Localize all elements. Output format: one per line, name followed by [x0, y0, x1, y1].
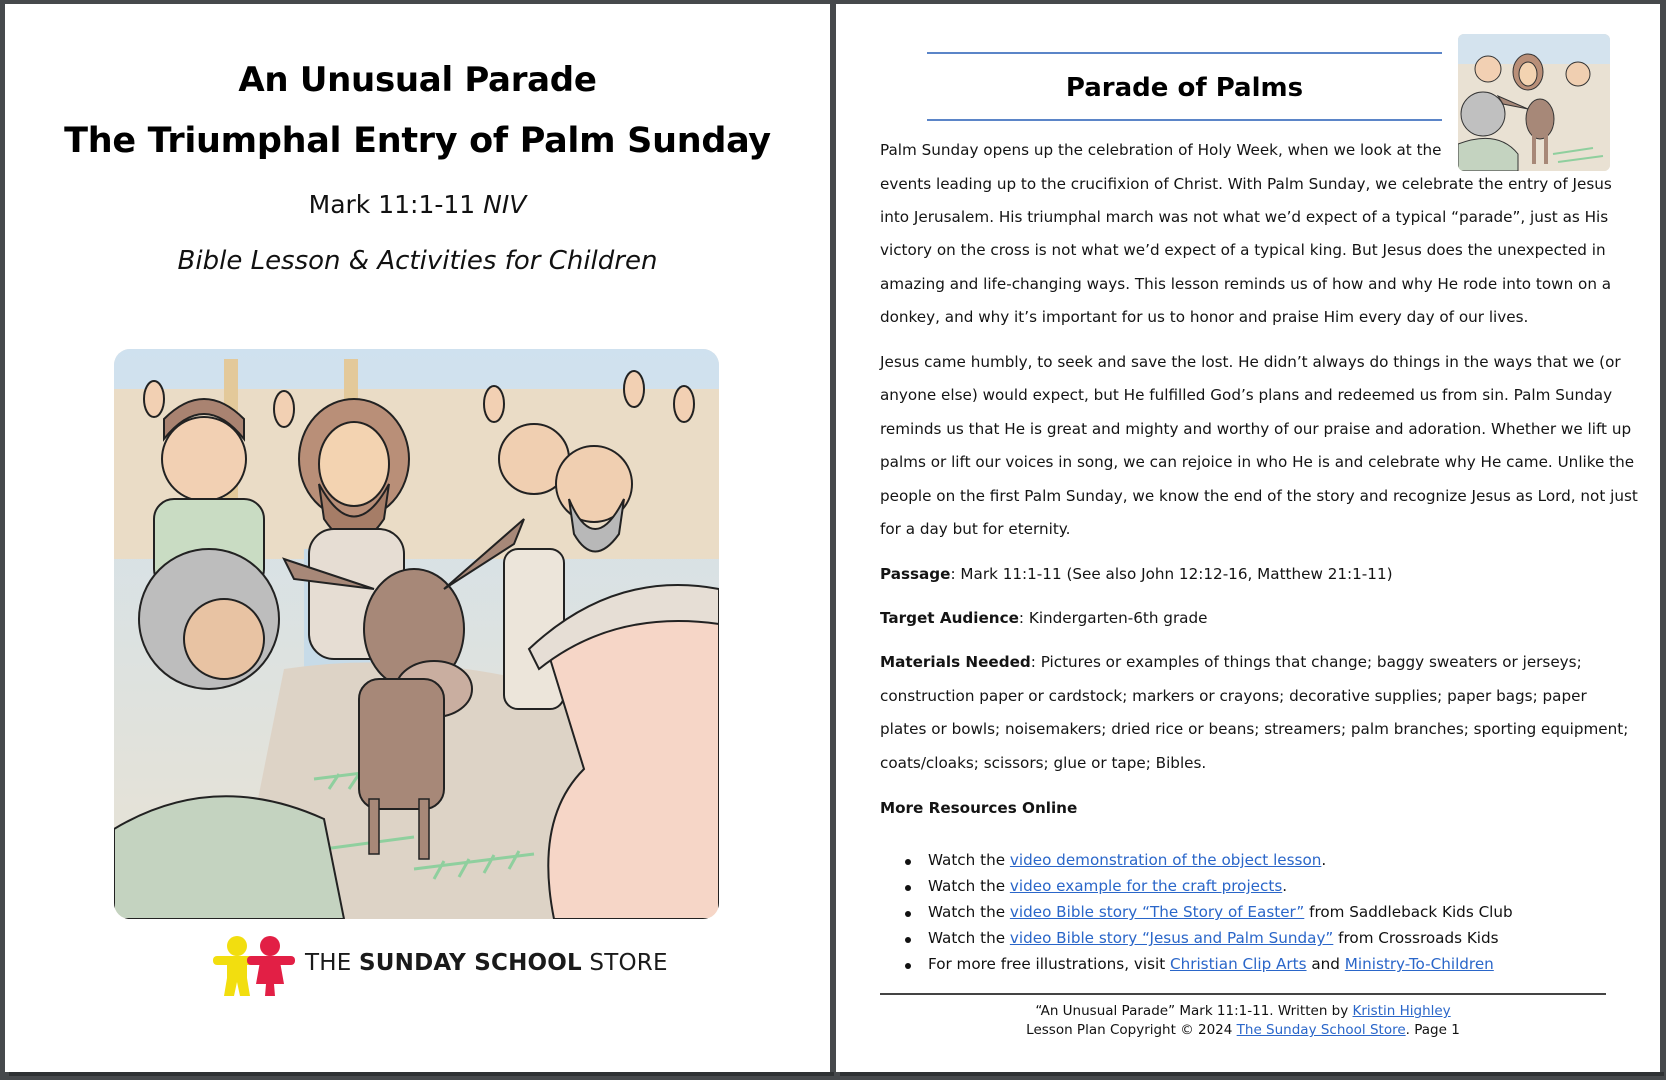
audience-value: : Kindergarten-6th grade	[1018, 609, 1208, 627]
item-text: .	[1282, 877, 1288, 895]
materials-line	[880, 653, 1582, 671]
lesson-heading: Parade of Palms	[1065, 73, 1304, 103]
footer-text: Lesson Plan Copyright © 2024	[1026, 1022, 1237, 1038]
bullet-icon	[905, 911, 911, 917]
passage-line	[880, 565, 1393, 583]
materials-value: : Pictures or examples of things that change; baggy sweaters or jerseys;	[1030, 653, 1582, 671]
cover-page	[5, 4, 830, 1072]
logo-text-prefix: THE	[305, 950, 359, 976]
intro-line: victory on the cross is not what we’d expect of a typical king. But Jesus does the unexpected in	[880, 241, 1606, 259]
paragraph-line: palms or lift our voices in song, we can rejoice in who He is and celebrate why He came. Unlike the	[880, 453, 1635, 471]
bullet-icon	[905, 937, 911, 943]
footer-credit	[880, 1003, 1606, 1019]
page-number: . Page 1	[1405, 1022, 1460, 1038]
ministry-to-children-link[interactable]: Ministry-To-Children	[1344, 955, 1494, 973]
audience-line	[880, 609, 1207, 627]
page1-shadow	[9, 1072, 834, 1076]
list-item	[880, 903, 1620, 929]
item-text: from Saddleback Kids Club	[1304, 903, 1513, 921]
heading-top-rule	[927, 52, 1442, 54]
lesson-page	[836, 4, 1660, 1072]
reference-text: Mark 11:1-11	[308, 190, 476, 219]
list-item	[880, 851, 1620, 877]
story-of-easter-video-link[interactable]: video Bible story “The Story of Easter”	[1009, 903, 1305, 921]
list-item	[880, 929, 1620, 955]
logo-text-suffix: STORE	[581, 950, 668, 976]
cover-title-line1: An Unusual Parade	[238, 60, 597, 100]
footer-rule	[880, 993, 1606, 995]
item-text: .	[1321, 851, 1327, 869]
sunday-school-store-logo	[210, 934, 668, 998]
lesson-thumbnail-illustration	[1458, 34, 1610, 171]
paragraph-line: anyone else) would expect, but He fulfilled God’s plans and redeemed us from sin. Palm Sunday	[880, 386, 1613, 404]
scripture-reference	[5, 190, 830, 219]
resources-list	[880, 851, 1620, 981]
page2-shadow	[840, 1072, 1664, 1076]
bullet-icon	[905, 859, 911, 865]
resources-heading: More Resources Online	[880, 799, 1078, 817]
item-text: and	[1306, 955, 1345, 973]
author-link[interactable]: Kristin Highley	[1352, 1003, 1451, 1019]
item-text: Watch the	[928, 903, 1010, 921]
footer-text: “An Unusual Parade” Mark 11:1-11. Written by	[1035, 1003, 1353, 1019]
intro-line: into Jerusalem. His triumphal march was not what we’d expect of a typical “parade”, just as His	[880, 208, 1609, 226]
craft-video-link[interactable]: video example for the craft projects	[1009, 877, 1283, 895]
item-text: Watch the	[928, 877, 1010, 895]
passage-value: : Mark 11:1-11 (See also John 12:12-16, Matthew 21:1-11)	[950, 565, 1393, 583]
palm-sunday-illustration	[114, 349, 719, 919]
list-item	[880, 877, 1620, 903]
materials-line: coats/cloaks; scissors; glue or tape; Bibles.	[880, 754, 1207, 772]
item-text: Watch the	[928, 929, 1010, 947]
materials-label: Materials Needed	[880, 653, 1031, 671]
intro-line: donkey, and why it’s important for us to honor and praise Him every day of our lives.	[880, 308, 1529, 326]
item-text: Watch the	[928, 851, 1010, 869]
cover-title-line2: The Triumphal Entry of Palm Sunday	[64, 121, 771, 161]
materials-line: construction paper or cardstock; markers or crayons; decorative supplies; paper bags; paper	[880, 687, 1587, 705]
paragraph-line: people on the first Palm Sunday, we know the end of the story and recognize Jesus as Lord, not just	[880, 487, 1638, 505]
intro-line: amazing and life-changing ways. This lesson reminds us of how and why He rode into town on a	[880, 275, 1612, 293]
list-item	[880, 955, 1620, 981]
logo-text-bold: SUNDAY SCHOOL	[359, 950, 582, 976]
thumbnail-image	[1458, 34, 1610, 171]
heading-bottom-rule	[927, 119, 1442, 121]
item-text: from Crossroads Kids	[1333, 929, 1499, 947]
intro-line: events leading up to the crucifixion of Christ. With Palm Sunday, we celebrate the entry of Jesus	[880, 175, 1612, 193]
bullet-icon	[905, 885, 911, 891]
logo-text	[305, 950, 668, 976]
audience-label: Target Audience	[880, 609, 1019, 627]
item-text: For more free illustrations, visit	[928, 955, 1170, 973]
christian-clip-arts-link[interactable]: Christian Clip Arts	[1169, 955, 1307, 973]
paragraph-line: Jesus came humbly, to seek and save the lost. He didn’t always do things in the ways that we (or	[880, 353, 1621, 371]
illustration-image	[114, 349, 719, 919]
logo-figures-icon	[210, 934, 300, 998]
passage-label: Passage	[880, 565, 951, 583]
paragraph-line: for a day but for eternity.	[880, 520, 1071, 538]
intro-line: Palm Sunday opens up the celebration of Holy Week, when we look at the	[880, 141, 1442, 159]
translation-text: NIV	[483, 190, 527, 219]
jesus-palm-sunday-video-link[interactable]: video Bible story “Jesus and Palm Sunday”	[1009, 929, 1334, 947]
bullet-icon	[905, 963, 911, 969]
object-lesson-video-link[interactable]: video demonstration of the object lesson	[1009, 851, 1322, 869]
footer-copyright	[880, 1022, 1606, 1038]
cover-subtitle: Bible Lesson & Activities for Children	[177, 246, 658, 276]
materials-line: plates or bowls; noisemakers; dried rice or beans; streamers; palm branches; sporting equipment;	[880, 720, 1629, 738]
paragraph-line: reminds us that He is great and mighty and worthy of our praise and adoration. Whether we lift up	[880, 420, 1632, 438]
store-link[interactable]: The Sunday School Store	[1236, 1022, 1406, 1038]
